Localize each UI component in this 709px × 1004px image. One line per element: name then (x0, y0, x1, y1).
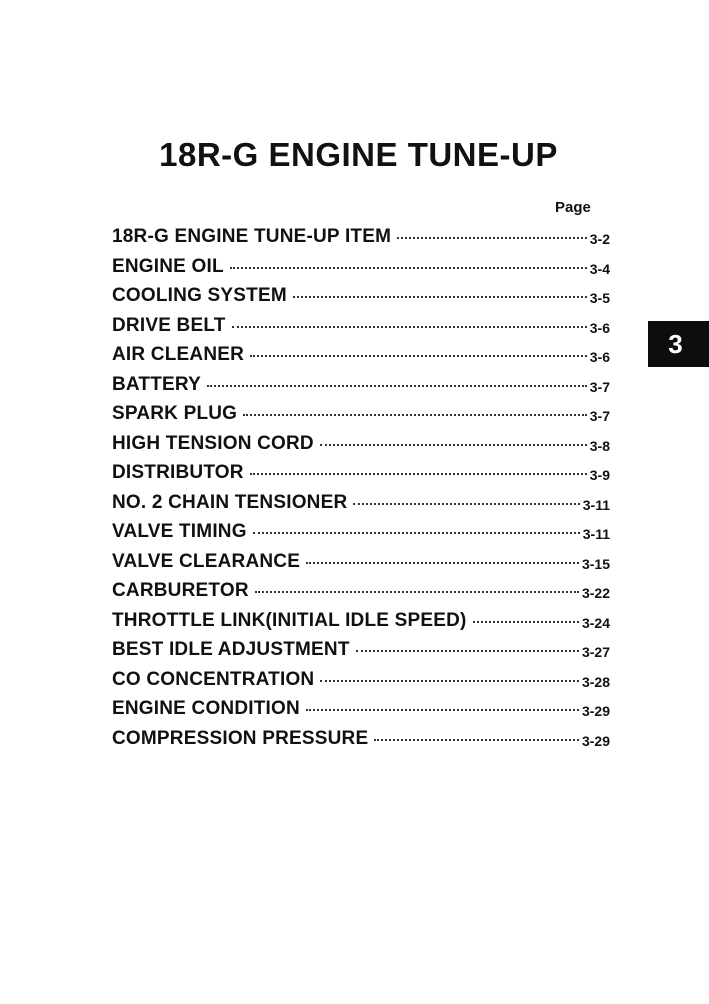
toc-entry-label: ENGINE CONDITION (112, 698, 300, 719)
toc-entry-label: DISTRIBUTOR (112, 462, 244, 483)
toc-entry-throttle-link[interactable] (112, 606, 610, 636)
toc-entry-distributor[interactable] (112, 458, 610, 488)
dot-leader (473, 621, 579, 623)
toc-entry-compression-pressure[interactable] (112, 724, 610, 754)
dot-leader (230, 267, 587, 269)
toc-entry-high-tension-cord[interactable] (112, 429, 610, 459)
toc-entry-best-idle-adjustment[interactable] (112, 635, 610, 665)
toc-entry-label: ENGINE OIL (112, 255, 224, 277)
dot-leader (250, 473, 587, 475)
toc-entry-battery[interactable] (112, 370, 610, 400)
table-of-contents (112, 222, 610, 753)
toc-entry-co-concentration[interactable] (112, 665, 610, 695)
toc-entry-label: COOLING SYSTEM (112, 285, 287, 306)
dot-leader (293, 296, 587, 298)
toc-entry-chain-tensioner[interactable] (112, 488, 610, 518)
toc-entry-page: 3-11 (582, 496, 610, 513)
dot-leader (232, 326, 587, 328)
toc-entry-drive-belt[interactable] (112, 311, 610, 341)
toc-entry-label: BEST IDLE ADJUSTMENT (112, 639, 350, 660)
page-title: 18R-G ENGINE TUNE-UP (159, 136, 558, 173)
toc-entry-label: VALVE TIMING (112, 521, 247, 542)
toc-entry-spark-plug[interactable] (112, 399, 610, 429)
toc-entry-page: 3-7 (589, 408, 610, 424)
toc-entry-valve-clearance[interactable] (112, 547, 610, 577)
toc-entry-label: 18R-G ENGINE TUNE-UP ITEM (112, 226, 392, 247)
toc-entry-carburetor[interactable] (112, 576, 610, 606)
toc-entry-label: CO CONCENTRATION (112, 668, 315, 690)
toc-entry-tune-up-item[interactable] (112, 222, 610, 252)
dot-leader (356, 650, 579, 652)
toc-entry-page: 3-6 (589, 319, 610, 336)
toc-entry-page: 3-24 (581, 614, 610, 631)
toc-entry-label: DRIVE BELT (112, 314, 226, 336)
dot-leader (243, 414, 587, 416)
dot-leader (320, 444, 587, 446)
toc-entry-page: 3-4 (589, 260, 610, 277)
toc-entry-air-cleaner[interactable] (112, 340, 610, 370)
toc-entry-engine-oil[interactable] (112, 252, 610, 282)
toc-entry-label: VALVE CLEARANCE (112, 550, 301, 572)
toc-entry-engine-condition[interactable] (112, 694, 610, 724)
toc-entry-page: 3-5 (589, 290, 610, 306)
toc-entry-page: 3-9 (589, 467, 610, 483)
dot-leader (320, 680, 579, 682)
toc-entry-page: 3-7 (589, 378, 610, 395)
dot-leader (397, 237, 587, 239)
toc-entry-page: 3-6 (589, 349, 610, 365)
toc-entry-page: 3-29 (581, 732, 610, 749)
dot-leader (353, 503, 579, 505)
toc-entry-page: 3-15 (581, 555, 610, 572)
toc-entry-label: NO. 2 CHAIN TENSIONER (112, 491, 348, 513)
toc-entry-label: COMPRESSION PRESSURE (112, 727, 369, 749)
dot-leader (374, 739, 579, 741)
toc-entry-label: CARBURETOR (112, 580, 249, 601)
toc-entry-page: 3-27 (581, 644, 610, 660)
dot-leader (207, 385, 587, 387)
toc-entry-page: 3-22 (581, 585, 610, 601)
toc-entry-page: 3-28 (581, 673, 610, 690)
toc-entry-page: 3-29 (581, 703, 610, 719)
dot-leader (306, 562, 579, 564)
toc-entry-page: 3-2 (589, 231, 610, 247)
toc-entry-page: 3-8 (589, 437, 610, 454)
dot-leader (253, 532, 580, 534)
page-column-heading: Page (555, 199, 591, 216)
section-tab[interactable]: 3 (648, 321, 709, 367)
dot-leader (255, 591, 579, 593)
toc-entry-label: HIGH TENSION CORD (112, 432, 314, 454)
dot-leader (250, 355, 587, 357)
toc-entry-page: 3-11 (582, 526, 610, 542)
toc-entry-label: THROTTLE LINK(INITIAL IDLE SPEED) (112, 609, 467, 631)
toc-entry-label: AIR CLEANER (112, 344, 245, 365)
toc-entry-cooling-system[interactable] (112, 281, 610, 311)
toc-entry-label: SPARK PLUG (112, 403, 238, 424)
dot-leader (306, 709, 579, 711)
toc-entry-label: BATTERY (112, 373, 202, 395)
toc-entry-valve-timing[interactable] (112, 517, 610, 547)
